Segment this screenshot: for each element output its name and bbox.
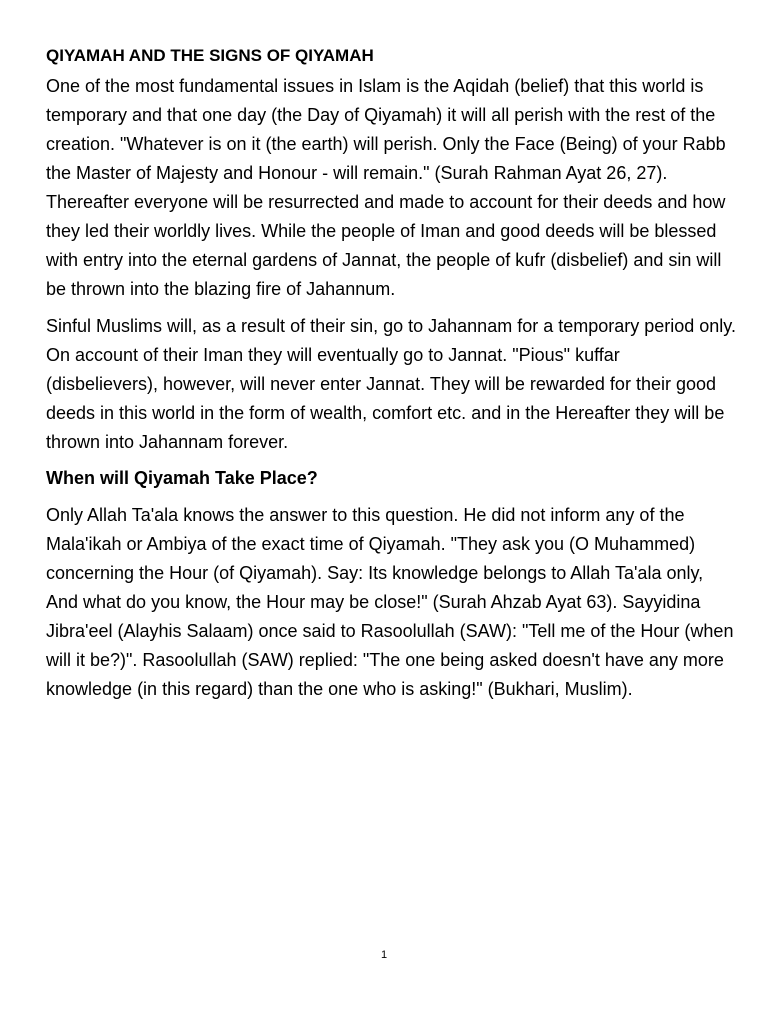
intro-paragraph: One of the most fundamental issues in Islam is the Aqidah (belief) that this world is temporary and that one day (the Day of Qiyamah) it will all perish with the rest of the creation. "Whatever is on it (the earth) will perish. Only the Face (Being) of your Rabb the Master of Majesty and Honour - will remain." (Surah Rahman Ayat 26, 27). Thereafter everyone will be resurrected and made to account for their deeds and how they led their worldly lives. While the people of Iman and good deeds will be blessed with entry into the eternal gardens of Jannat, the people of kufr (disbelief) and sin will be thrown into the blazing fire of Jahannum. bbox=[46, 76, 726, 299]
document-page bbox=[46, 44, 736, 712]
page-number: 1 bbox=[380, 949, 388, 961]
document-title: QIYAMAH AND THE SIGNS OF QIYAMAH bbox=[46, 46, 374, 65]
section-heading: When will Qiyamah Take Place? bbox=[46, 468, 318, 488]
sinful-muslims-paragraph: Sinful Muslims will, as a result of their sin, go to Jahannam for a temporary period only. On account of their Iman they will eventually go to Jannat. "Pious" kuffar (disbelievers), however, will never enter Jannat. They will be rewarded for their good deeds in this world in the form of wealth, comfort etc. and in the Hereafter they will be thrown into Jahannam forever. bbox=[46, 316, 736, 452]
section-paragraph: Only Allah Ta'ala knows the answer to this question. He did not inform any of the Mala'ikah or Ambiya of the exact time of Qiyamah. "They ask you (O Muhammed) concerning the Hour (of Qiyamah). Say: Its knowledge belongs to Allah Ta'ala only, And what do you know, the Hour may be close!" (Surah Ahzab Ayat 63). Sayyidina Jibra'eel (Alayhis Salaam) once said to Rasoolullah (SAW): "Tell me of the Hour (when will it be?)". Rasoolullah (SAW) replied: "The one being asked doesn't have any more knowledge (in this regard) than the one who is asking!" (Bukhari, Muslim). bbox=[46, 505, 734, 699]
